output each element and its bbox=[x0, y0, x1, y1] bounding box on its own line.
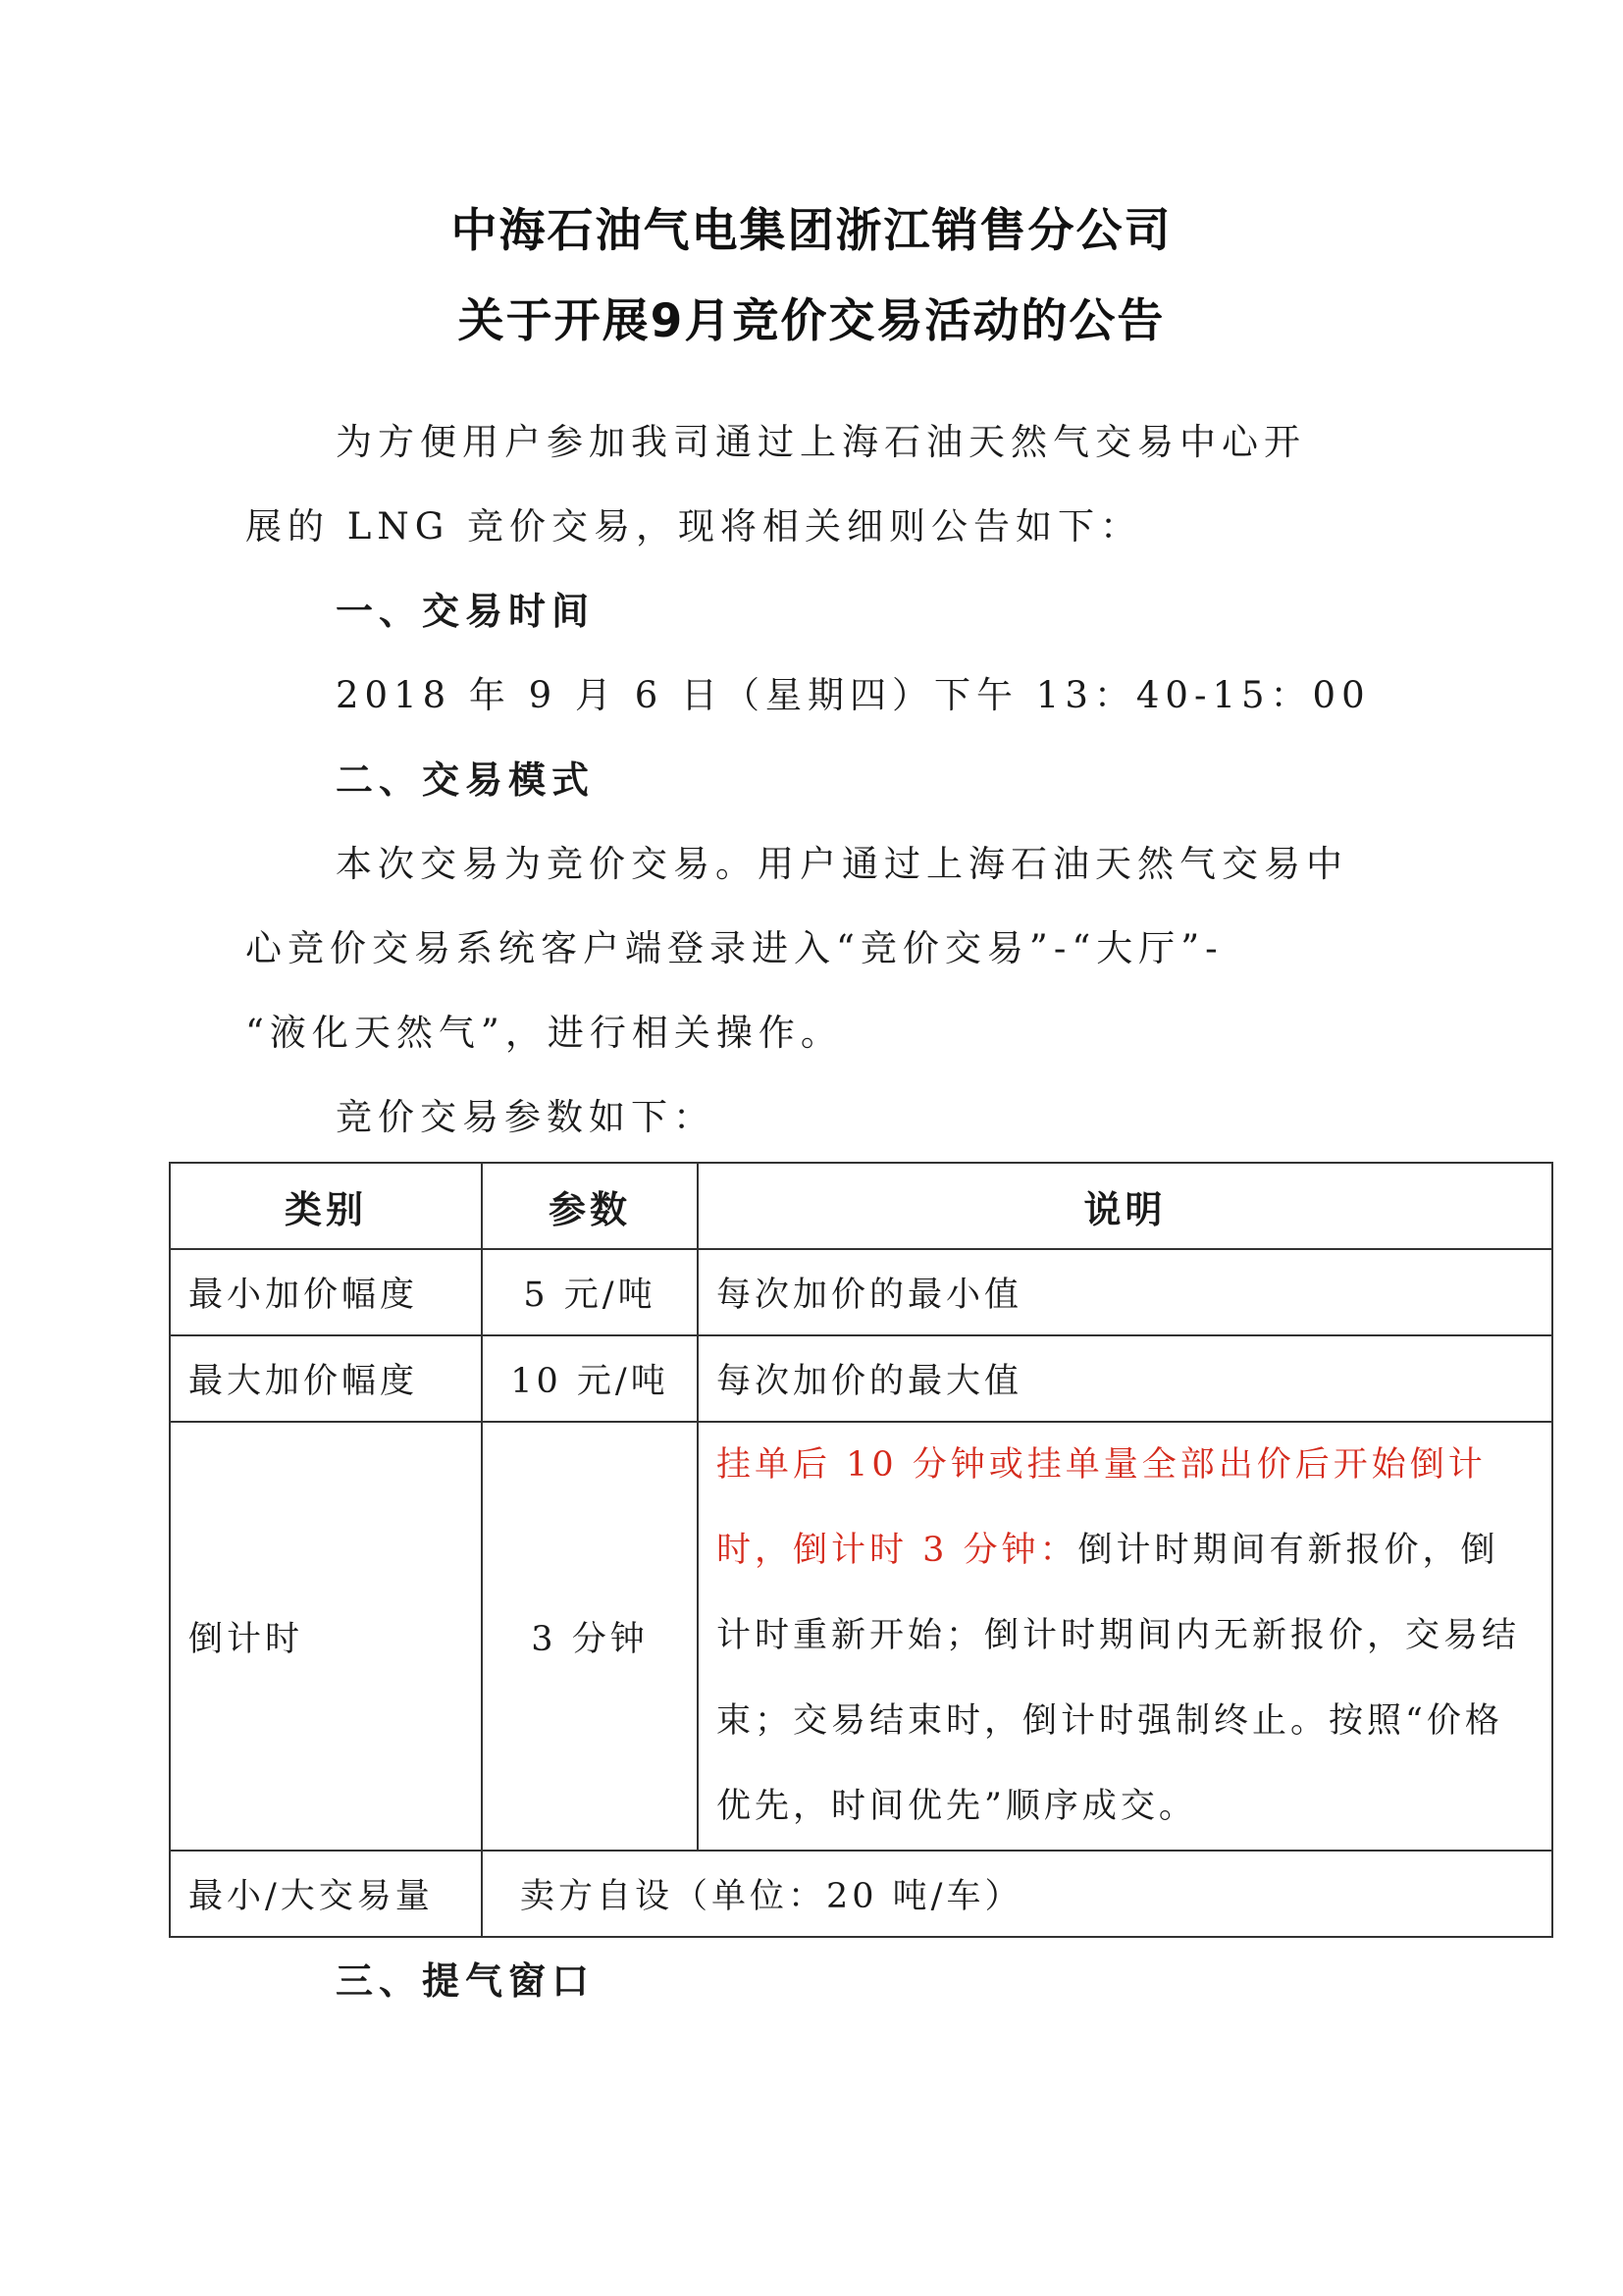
row-desc-text: 倒计时期间有新报价，倒计时重新开始；倒计时期间内无新报价，交易结束；交易结束时，倒计时强制终止。按照“价格优先，时间优先”顺序成交。 bbox=[716, 1531, 1521, 1826]
section1-heading: 一、交易时间 bbox=[336, 590, 596, 633]
document-title-line1: 中海石油气电集团浙江销售分公司 bbox=[450, 204, 1173, 258]
intro-paragraph-line2: 展的 LNG 竞价交易，现将相关细则公告如下： bbox=[245, 505, 1143, 548]
table-row bbox=[170, 1335, 1552, 1422]
row-desc: 每次加价的最小值 bbox=[698, 1249, 1552, 1335]
trading-mode-line1: 本次交易为竞价交易。用户通过上海石油天然气交易中 bbox=[336, 843, 1348, 885]
header-param: 参数 bbox=[482, 1163, 698, 1249]
document-title-line2: 关于开展9月竞价交易活动的公告 bbox=[457, 294, 1166, 348]
row-param: 卖方自设（单位：20 吨/车） bbox=[482, 1851, 1552, 1937]
trading-mode-line3: “液化天然气”，进行相关操作。 bbox=[245, 1012, 843, 1054]
table-header-row bbox=[170, 1163, 1552, 1249]
trading-mode-line2: 心竞价交易系统客户端登录进入“竞价交易”-“大厅”- bbox=[245, 927, 1224, 969]
table-row bbox=[170, 1422, 1552, 1851]
intro-paragraph-line1: 为方便用户参加我司通过上海石油天然气交易中心开 bbox=[336, 421, 1306, 463]
header-category: 类别 bbox=[170, 1163, 482, 1249]
trading-time-text: 2018 年 9 月 6 日（星期四）下午 13：40-15：00 bbox=[336, 674, 1371, 716]
row-category: 最小/大交易量 bbox=[170, 1851, 482, 1937]
row-param: 5 元/吨 bbox=[482, 1249, 698, 1335]
row-desc bbox=[698, 1422, 1552, 1851]
row-category: 最大加价幅度 bbox=[170, 1335, 482, 1422]
row-desc: 每次加价的最大值 bbox=[698, 1335, 1552, 1422]
section3-heading: 三、提气窗口 bbox=[336, 1959, 596, 2003]
table-row bbox=[170, 1851, 1552, 1937]
table-row bbox=[170, 1249, 1552, 1335]
bidding-parameters-table bbox=[169, 1162, 1553, 1938]
row-desc-highlight: 挂单后 10 分钟或挂单量全部出价后开始倒计时，倒计时 3 分钟： bbox=[716, 1445, 1487, 1570]
table-intro-text: 竞价交易参数如下： bbox=[336, 1096, 715, 1138]
row-category: 倒计时 bbox=[170, 1422, 482, 1851]
section2-heading: 二、交易模式 bbox=[336, 758, 596, 802]
header-desc: 说明 bbox=[698, 1163, 1552, 1249]
row-param: 10 元/吨 bbox=[482, 1335, 698, 1422]
row-category: 最小加价幅度 bbox=[170, 1249, 482, 1335]
row-param: 3 分钟 bbox=[482, 1422, 698, 1851]
